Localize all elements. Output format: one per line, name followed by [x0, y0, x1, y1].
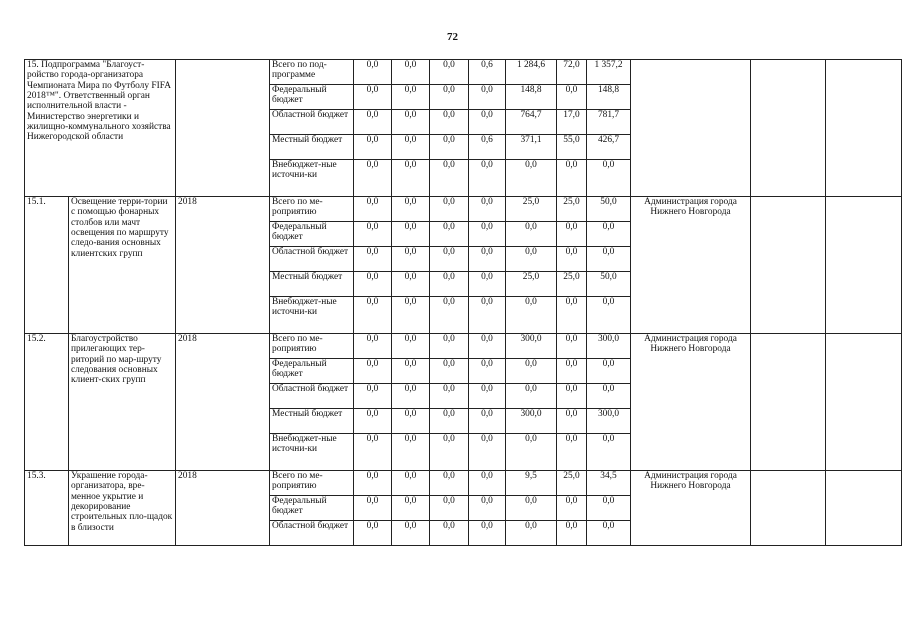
- amount-cell: 0,0: [430, 110, 469, 135]
- amount-cell: 0,0: [557, 409, 587, 434]
- amount-cell: 0,0: [430, 272, 469, 297]
- amount-cell: 0,0: [392, 60, 430, 85]
- subprogram-title: 15. Подпрограмма "Благоуст-ройство города-организатора Чемпионата Мира по Футболу FIFA 2018™". Ответственный орган исполнительной власти - Министерство энергетики и жилищно-коммунального хозяйства Нижегородской области: [25, 60, 176, 197]
- item-description: Освещение терри-тории с помощью фонарных столбов или мачт освещения по маршруту следо-вания основных клиентских групп: [69, 197, 176, 334]
- amount-cell: 0,0: [354, 272, 392, 297]
- amount-cell: 0,0: [587, 384, 631, 409]
- amount-cell: 0,0: [430, 334, 469, 359]
- amount-cell: 0,0: [557, 222, 587, 247]
- amount-cell: 300,0: [506, 334, 557, 359]
- funding-source: Всего по ме-роприятию: [270, 197, 354, 222]
- amount-cell: 0,0: [587, 247, 631, 272]
- amount-cell: 0,0: [430, 160, 469, 197]
- executor-cell: [631, 60, 751, 197]
- funding-source: Внебюджет-ные источни-ки: [270, 160, 354, 197]
- amount-cell: 0,0: [469, 521, 506, 546]
- amount-cell: 0,0: [430, 384, 469, 409]
- funding-source: Местный бюджет: [270, 409, 354, 434]
- amount-cell: 0,0: [430, 434, 469, 471]
- amount-cell: 0,0: [392, 384, 430, 409]
- amount-cell: 0,0: [506, 384, 557, 409]
- amount-cell: 0,0: [430, 521, 469, 546]
- amount-cell: 0,0: [587, 521, 631, 546]
- empty-cell: [751, 334, 826, 471]
- year-cell: 2018: [176, 471, 270, 546]
- amount-cell: 0,0: [354, 521, 392, 546]
- amount-cell: 55,0: [557, 135, 587, 160]
- funding-source: Областной бюджет: [270, 384, 354, 409]
- funding-source: Федеральный бюджет: [270, 496, 354, 521]
- amount-cell: 0,0: [469, 222, 506, 247]
- amount-cell: 0,0: [392, 471, 430, 496]
- amount-cell: 0,0: [430, 409, 469, 434]
- amount-cell: 0,0: [506, 521, 557, 546]
- amount-cell: 0,0: [354, 222, 392, 247]
- amount-cell: 0,0: [354, 297, 392, 334]
- amount-cell: 0,0: [392, 272, 430, 297]
- amount-cell: 0,0: [430, 297, 469, 334]
- amount-cell: 0,0: [392, 521, 430, 546]
- amount-cell: 0,0: [506, 359, 557, 384]
- amount-cell: 0,0: [392, 359, 430, 384]
- amount-cell: 0,0: [392, 85, 430, 110]
- empty-cell: [751, 197, 826, 334]
- amount-cell: 0,0: [469, 247, 506, 272]
- amount-cell: 0,0: [557, 496, 587, 521]
- table-body: [25, 60, 902, 546]
- amount-cell: 300,0: [587, 334, 631, 359]
- amount-cell: 0,0: [430, 60, 469, 85]
- amount-cell: 0,0: [469, 297, 506, 334]
- amount-cell: 300,0: [587, 409, 631, 434]
- amount-cell: 0,0: [392, 110, 430, 135]
- amount-cell: 1 357,2: [587, 60, 631, 85]
- amount-cell: 34,5: [587, 471, 631, 496]
- amount-cell: 0,0: [506, 160, 557, 197]
- amount-cell: 0,0: [469, 197, 506, 222]
- amount-cell: 50,0: [587, 272, 631, 297]
- amount-cell: 0,0: [587, 359, 631, 384]
- table-row: [25, 197, 902, 222]
- amount-cell: 764,7: [506, 110, 557, 135]
- amount-cell: 0,0: [354, 409, 392, 434]
- amount-cell: 0,0: [354, 471, 392, 496]
- amount-cell: 0,0: [430, 471, 469, 496]
- amount-cell: 0,0: [469, 272, 506, 297]
- amount-cell: 1 284,6: [506, 60, 557, 85]
- item-number: 15.1.: [25, 197, 69, 334]
- amount-cell: 0,0: [354, 160, 392, 197]
- amount-cell: 0,0: [587, 434, 631, 471]
- empty-cell: [826, 334, 902, 471]
- amount-cell: 148,8: [506, 85, 557, 110]
- amount-cell: 50,0: [587, 197, 631, 222]
- amount-cell: 0,0: [392, 496, 430, 521]
- amount-cell: 9,5: [506, 471, 557, 496]
- amount-cell: 0,0: [557, 247, 587, 272]
- amount-cell: 25,0: [557, 471, 587, 496]
- amount-cell: 0,0: [587, 222, 631, 247]
- amount-cell: 300,0: [506, 409, 557, 434]
- empty-cell: [826, 471, 902, 546]
- amount-cell: 0,0: [469, 160, 506, 197]
- amount-cell: 0,0: [392, 297, 430, 334]
- amount-cell: 0,0: [430, 359, 469, 384]
- amount-cell: 0,0: [506, 434, 557, 471]
- funding-source: Местный бюджет: [270, 135, 354, 160]
- amount-cell: 0,0: [557, 359, 587, 384]
- amount-cell: 25,0: [506, 197, 557, 222]
- amount-cell: 0,0: [354, 496, 392, 521]
- executor-cell: Администрация города Нижнего Новгорода: [631, 334, 751, 471]
- amount-cell: 0,0: [469, 359, 506, 384]
- year-cell: 2018: [176, 197, 270, 334]
- amount-cell: 0,0: [557, 384, 587, 409]
- amount-cell: 72,0: [557, 60, 587, 85]
- amount-cell: 17,0: [557, 110, 587, 135]
- funding-source: Федеральный бюджет: [270, 222, 354, 247]
- amount-cell: 0,0: [392, 222, 430, 247]
- amount-cell: 25,0: [506, 272, 557, 297]
- empty-cell: [826, 60, 902, 197]
- amount-cell: 0,0: [557, 334, 587, 359]
- executor-cell: Администрация города Нижнего Новгорода: [631, 471, 751, 546]
- funding-source: Всего по ме-роприятию: [270, 471, 354, 496]
- amount-cell: 0,0: [392, 334, 430, 359]
- amount-cell: 0,0: [557, 434, 587, 471]
- funding-source: Областной бюджет: [270, 247, 354, 272]
- item-description: Украшение города-организатора, вре-менное укрытие и декорирование строительных пло-щадок в близости: [69, 471, 176, 546]
- amount-cell: 781,7: [587, 110, 631, 135]
- item-number: 15.3.: [25, 471, 69, 546]
- amount-cell: 0,0: [557, 521, 587, 546]
- funding-source: Внебюджет-ные источни-ки: [270, 297, 354, 334]
- funding-source: Федеральный бюджет: [270, 85, 354, 110]
- empty-cell: [751, 60, 826, 197]
- amount-cell: 0,0: [506, 297, 557, 334]
- amount-cell: 0,0: [430, 247, 469, 272]
- amount-cell: 0,0: [469, 334, 506, 359]
- amount-cell: 25,0: [557, 272, 587, 297]
- funding-source: Областной бюджет: [270, 110, 354, 135]
- amount-cell: 0,0: [430, 222, 469, 247]
- amount-cell: 0,0: [354, 85, 392, 110]
- item-description: Благоустройство прилегающих тер-риторий по мар-шруту следования основных клиент-ских групп: [69, 334, 176, 471]
- amount-cell: 0,0: [506, 247, 557, 272]
- amount-cell: 0,0: [557, 160, 587, 197]
- amount-cell: 0,6: [469, 60, 506, 85]
- amount-cell: 0,0: [392, 409, 430, 434]
- funding-source: Всего по под-программе: [270, 60, 354, 85]
- empty-cell: [826, 197, 902, 334]
- funding-source: Всего по ме-роприятию: [270, 334, 354, 359]
- amount-cell: 0,0: [430, 496, 469, 521]
- amount-cell: 0,0: [354, 359, 392, 384]
- amount-cell: 0,0: [557, 85, 587, 110]
- funding-source: Местный бюджет: [270, 272, 354, 297]
- amount-cell: 148,8: [587, 85, 631, 110]
- amount-cell: 0,0: [506, 496, 557, 521]
- amount-cell: 0,0: [430, 85, 469, 110]
- amount-cell: 0,0: [392, 247, 430, 272]
- amount-cell: 0,0: [469, 85, 506, 110]
- amount-cell: 25,0: [557, 197, 587, 222]
- amount-cell: 0,0: [392, 434, 430, 471]
- amount-cell: 0,0: [430, 197, 469, 222]
- amount-cell: 0,0: [469, 434, 506, 471]
- amount-cell: 0,0: [469, 471, 506, 496]
- amount-cell: 0,0: [354, 334, 392, 359]
- amount-cell: 0,0: [392, 160, 430, 197]
- amount-cell: 0,0: [587, 297, 631, 334]
- amount-cell: 0,0: [469, 409, 506, 434]
- amount-cell: 0,0: [354, 60, 392, 85]
- year-cell: 2018: [176, 334, 270, 471]
- amount-cell: 0,0: [469, 384, 506, 409]
- program-table: [24, 59, 902, 546]
- amount-cell: 0,0: [354, 135, 392, 160]
- amount-cell: 0,0: [354, 434, 392, 471]
- amount-cell: 0,0: [557, 297, 587, 334]
- table-row: [25, 334, 902, 359]
- amount-cell: 0,0: [587, 496, 631, 521]
- page-number: 72: [447, 31, 458, 43]
- item-number: 15.2.: [25, 334, 69, 471]
- amount-cell: 0,0: [506, 222, 557, 247]
- amount-cell: 371,1: [506, 135, 557, 160]
- empty-cell: [751, 471, 826, 546]
- amount-cell: 0,0: [430, 135, 469, 160]
- amount-cell: 0,0: [354, 110, 392, 135]
- amount-cell: 0,0: [469, 110, 506, 135]
- amount-cell: 0,0: [587, 160, 631, 197]
- executor-cell: Администрация города Нижнего Новгорода: [631, 197, 751, 334]
- amount-cell: 0,0: [392, 135, 430, 160]
- funding-source: Внебюджет-ные источни-ки: [270, 434, 354, 471]
- table-row: [25, 60, 902, 85]
- amount-cell: 0,0: [354, 197, 392, 222]
- funding-source: Федеральный бюджет: [270, 359, 354, 384]
- table-row: [25, 471, 902, 496]
- amount-cell: 0,6: [469, 135, 506, 160]
- amount-cell: 0,0: [469, 496, 506, 521]
- amount-cell: 0,0: [354, 247, 392, 272]
- amount-cell: 426,7: [587, 135, 631, 160]
- amount-cell: 0,0: [354, 384, 392, 409]
- amount-cell: 0,0: [392, 197, 430, 222]
- year-cell: [176, 60, 270, 197]
- funding-source: Областной бюджет: [270, 521, 354, 546]
